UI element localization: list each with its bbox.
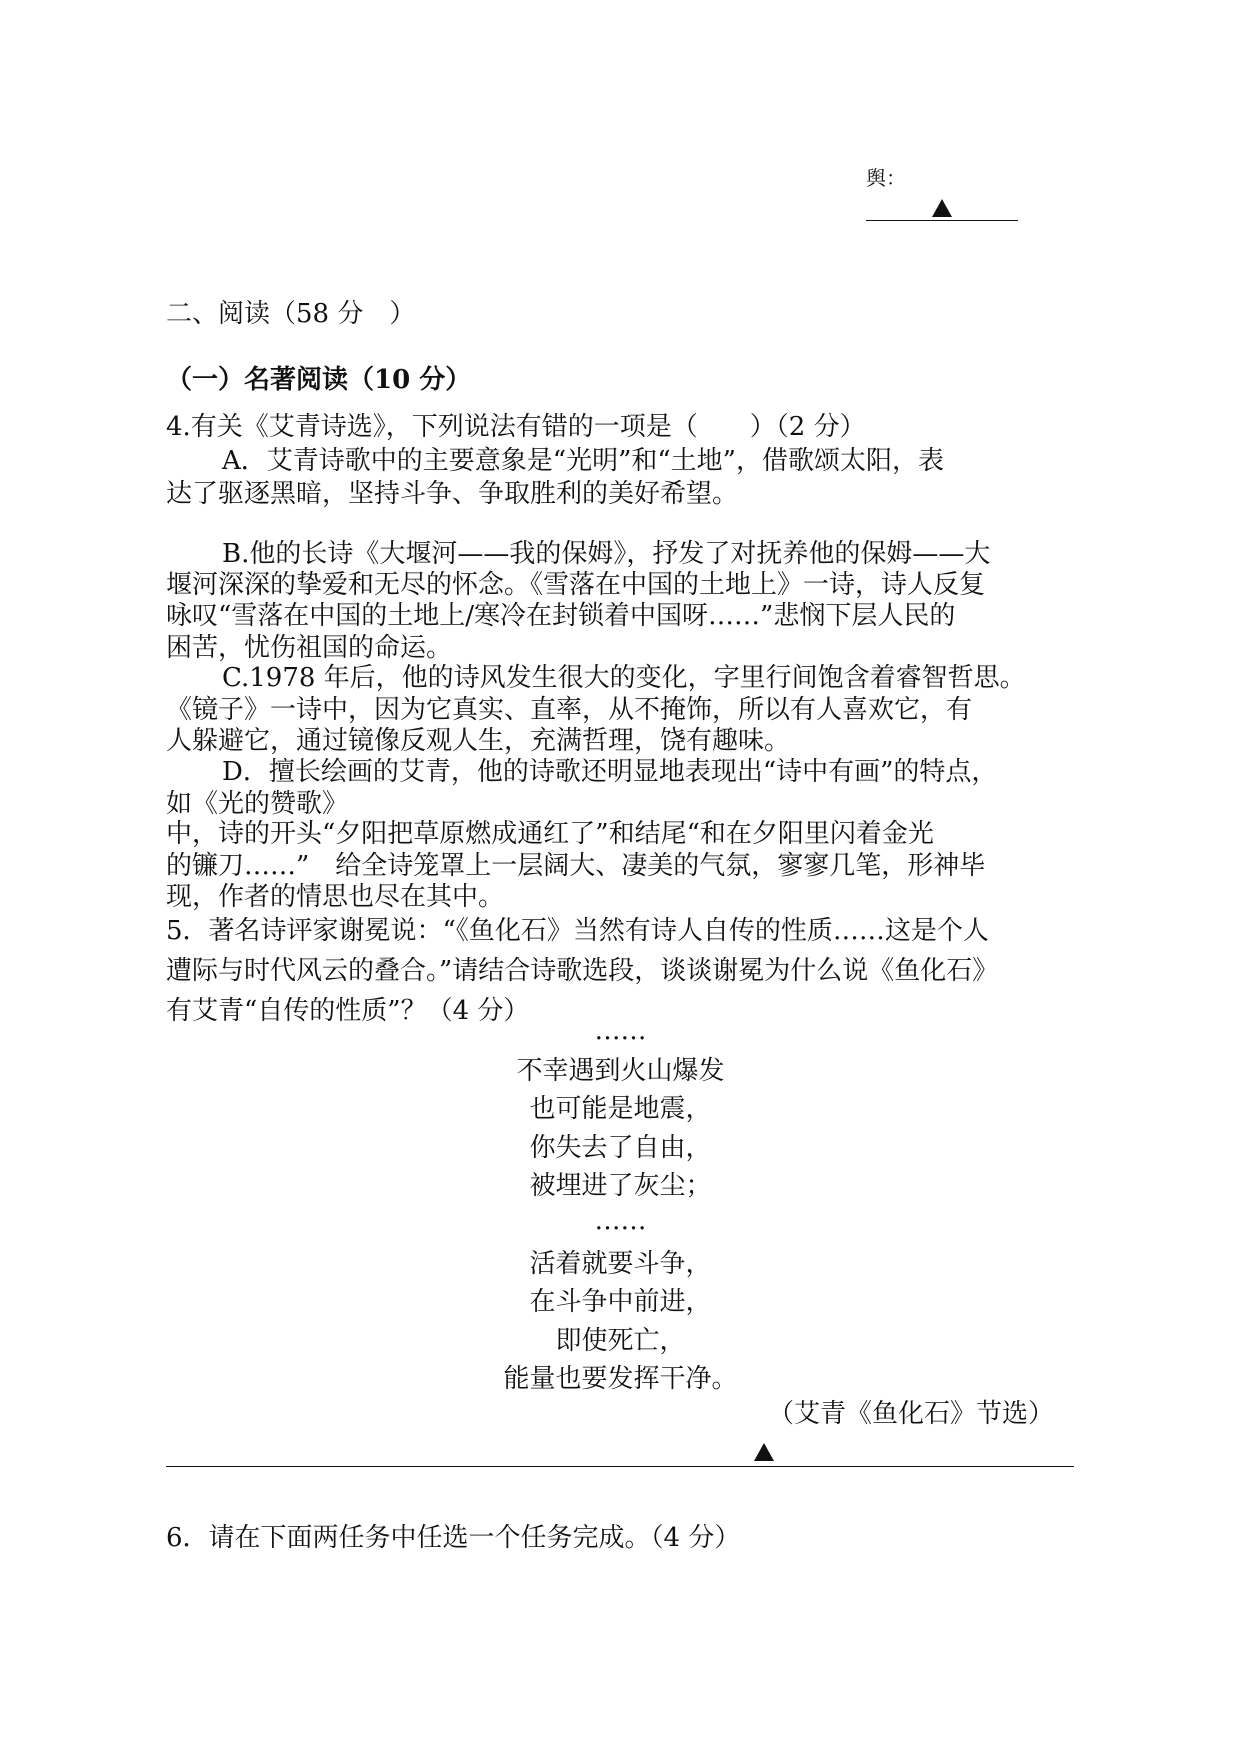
poem-line: 不幸遇到火山爆发 [516,1056,725,1086]
poem-line: 活着就要斗争， [529,1249,712,1279]
section-title: 二、阅读（58 分 ） [166,299,416,329]
subsection-title: （一）名著阅读（10 分） [166,365,472,395]
q4-option-d-line5: 现，作者的情思也尽在其中。 [166,882,505,912]
answer-line[interactable] [166,1466,1074,1467]
q4-option-b-line2: 堰河深深的挚爱和无尽的怀念。《雪落在中国的土地上》一诗，诗人反复 [166,570,986,600]
poem-line: 能量也要发挥干净。 [503,1364,738,1394]
q6-stem: 6．请在下面两任务中任选一个任务完成。（4 分） [166,1523,741,1553]
q4-option-a-line2: 达了驱逐黑暗，坚持斗争、争取胜利的美好希望。 [166,479,739,509]
q4-option-d-line2: 如《光的赞歌》 [166,789,349,819]
q4-option-c-line1: C.1978 年后，他的诗风发生很大的变化，字里行间饱含着睿智哲思。 [222,663,1026,693]
poem-source: （艾青《鱼化石》节选） [768,1399,1055,1429]
answer-blank-marker-icon [754,1443,774,1461]
q4-option-b-line4: 困苦，忧伤祖国的命运。 [166,633,453,663]
q4-option-b-line3: 咏叹“雪落在中国的土地上/寒冷在封锁着中国呀……”悲悯下层人民的 [166,601,956,631]
answer-blank-marker-icon [932,199,952,217]
q4-stem: 4.有关《艾青诗选》，下列说法有错的一项是（ ）（2 分） [166,412,866,442]
q5-stem-line2: 遭际与时代风云的叠合。”请结合诗歌选段，谈谈谢冕为什么说《鱼化石》 [166,956,999,986]
poem-line: 也可能是地震， [529,1094,712,1124]
poem-line: 在斗争中前进， [529,1287,712,1317]
q5-stem-line3: 有艾青“自传的性质”？（4 分） [166,996,530,1026]
q5-stem-line1: 5．著名诗评家谢冕说：“《鱼化石》当然有诗人自传的性质……这是个人 [166,916,989,946]
q4-option-c-line2: 《镜子》一诗中，因为它真实、直率，从不掩饰，所以有人喜欢它，有 [166,695,973,725]
q4-option-a-line1: A．艾青诗歌中的主要意象是“光明”和“土地”，借歌颂太阳，表 [222,446,944,476]
q4-option-d-line4: 的镰刀……” 给全诗笼罩上一层阔大、凄美的气氛，寥寥几笔，形神毕 [166,851,986,881]
answer-blank-line[interactable] [866,220,1018,221]
q4-option-d-line3: 中，诗的开头“夕阳把草原燃成通红了”和结尾“和在夕阳里闪着金光 [166,819,934,849]
header-field-label: 舆： [866,166,906,190]
poem-line: 被埋进了灰尘； [529,1171,712,1201]
poem-line: 你失去了自由， [529,1133,712,1163]
poem-ellipsis: …… [594,1206,647,1236]
q4-option-b-line1: B.他的长诗《大堰河——我的保姆》，抒发了对抚养他的保姆——大 [222,539,991,569]
q4-option-c-line3: 人躲避它，通过镜像反观人生，充满哲理，饶有趣味。 [166,726,791,756]
poem-ellipsis: …… [594,1016,647,1046]
q4-option-d-line1: D．擅长绘画的艾青，他的诗歌还明显地表现出“诗中有画”的特点， [222,757,998,787]
poem-line: 即使死亡， [555,1326,686,1356]
